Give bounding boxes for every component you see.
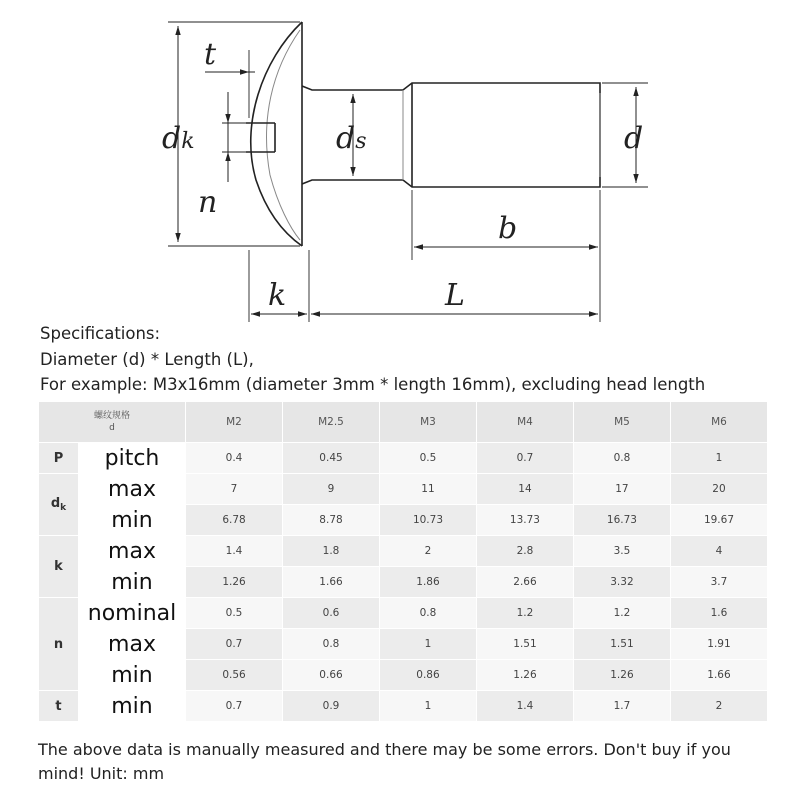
k-label: k <box>268 278 287 313</box>
table-row <box>39 443 768 474</box>
parameter-symbol <box>39 598 79 691</box>
row-label: min <box>79 567 186 598</box>
header-size: M4 <box>476 402 573 443</box>
table-cell: 1.66 <box>670 660 767 691</box>
table-cell: 1.26 <box>186 567 283 598</box>
table-row <box>39 567 768 598</box>
table-cell: 0.7 <box>186 691 283 722</box>
disclaimer-note: The above data is manually measured and there may be some errors. Don't buy if you mind! Unit: mm <box>38 740 731 783</box>
header-size: M5 <box>573 402 670 443</box>
header-size: M6 <box>670 402 767 443</box>
d-label: d <box>624 121 644 156</box>
table-cell: 1.4 <box>186 536 283 567</box>
t-label: t <box>204 37 217 72</box>
table-cell: 2 <box>379 536 476 567</box>
table-cell: 0.56 <box>186 660 283 691</box>
parameter-symbol <box>39 474 79 536</box>
table-cell: 0.8 <box>283 629 380 660</box>
table-header-row <box>39 402 768 443</box>
L-label: L <box>445 278 465 313</box>
table-row <box>39 536 768 567</box>
table-cell: 0.8 <box>379 598 476 629</box>
parameter-symbol-text: P <box>53 450 64 466</box>
table-cell: 0.86 <box>379 660 476 691</box>
parameter-symbol <box>39 691 79 722</box>
table-cell: 0.45 <box>283 443 380 474</box>
table-cell: 0.8 <box>573 443 670 474</box>
parameter-symbol <box>39 443 79 474</box>
table-cell: 1 <box>379 691 476 722</box>
parameter-symbol-subscript: k <box>60 503 67 513</box>
screw-dimension-drawing <box>0 0 800 325</box>
row-label: pitch <box>79 443 186 474</box>
table-row <box>39 660 768 691</box>
table-cell: 1 <box>379 629 476 660</box>
table-cell: 1.4 <box>476 691 573 722</box>
table-cell: 0.9 <box>283 691 380 722</box>
table-cell: 1.91 <box>670 629 767 660</box>
table-cell: 2.66 <box>476 567 573 598</box>
table-cell: 11 <box>379 474 476 505</box>
row-label: max <box>79 629 186 660</box>
header-thread-spec <box>39 402 186 443</box>
table-cell: 0.5 <box>379 443 476 474</box>
table-cell: 1.51 <box>573 629 670 660</box>
row-label: min <box>79 660 186 691</box>
specifications-line-1: Diameter (d) * Length (L), <box>40 350 254 369</box>
header-size: M3 <box>379 402 476 443</box>
table-cell: 10.73 <box>379 505 476 536</box>
table-row <box>39 598 768 629</box>
header-thread-spec-d: d <box>109 423 115 433</box>
table-cell: 1.86 <box>379 567 476 598</box>
table-cell: 1 <box>670 443 767 474</box>
table-row <box>39 505 768 536</box>
table-cell: 1.2 <box>476 598 573 629</box>
specifications-title: Specifications: <box>40 324 161 343</box>
header-thread-spec-cn: 螺纹规格 <box>94 411 131 421</box>
table-cell: 13.73 <box>476 505 573 536</box>
dimension-table <box>38 401 768 722</box>
table-cell: 1.26 <box>476 660 573 691</box>
table-cell: 20 <box>670 474 767 505</box>
table-cell: 3.32 <box>573 567 670 598</box>
table-cell: 1.6 <box>670 598 767 629</box>
table-cell: 1.7 <box>573 691 670 722</box>
parameter-symbol-text: n <box>53 636 64 652</box>
table-cell: 19.67 <box>670 505 767 536</box>
table-cell: 0.7 <box>186 629 283 660</box>
row-label: min <box>79 505 186 536</box>
table-cell: 0.4 <box>186 443 283 474</box>
parameter-symbol-text: k <box>54 559 63 574</box>
table-cell: 0.5 <box>186 598 283 629</box>
parameter-symbol-text: t <box>55 698 62 714</box>
screw-head-outline <box>251 22 302 246</box>
table-row <box>39 629 768 660</box>
header-size: M2.5 <box>283 402 380 443</box>
table-cell: 0.6 <box>283 598 380 629</box>
table-cell: 2 <box>670 691 767 722</box>
row-label: max <box>79 474 186 505</box>
row-label: min <box>79 691 186 722</box>
n-label: n <box>198 185 218 220</box>
table-cell: 14 <box>476 474 573 505</box>
table-cell: 7 <box>186 474 283 505</box>
table-cell: 0.66 <box>283 660 380 691</box>
table-cell: 1.8 <box>283 536 380 567</box>
row-label: nominal <box>79 598 186 629</box>
table-cell: 16.73 <box>573 505 670 536</box>
table-cell: 1.26 <box>573 660 670 691</box>
dk-label: dk <box>162 121 195 156</box>
table-cell: 2.8 <box>476 536 573 567</box>
table-cell: 1.51 <box>476 629 573 660</box>
ds-label: ds <box>336 121 367 156</box>
parameter-symbol-text: d <box>50 496 61 511</box>
table-row <box>39 691 768 722</box>
table-cell: 3.7 <box>670 567 767 598</box>
table-cell: 3.5 <box>573 536 670 567</box>
table-cell: 1.66 <box>283 567 380 598</box>
header-size: M2 <box>186 402 283 443</box>
table-cell: 9 <box>283 474 380 505</box>
table-cell: 8.78 <box>283 505 380 536</box>
table-cell: 4 <box>670 536 767 567</box>
table-row <box>39 474 768 505</box>
table-cell: 0.7 <box>476 443 573 474</box>
specifications-line-2: For example: M3x16mm (diameter 3mm * length 16mm), excluding head length <box>40 375 706 394</box>
row-label: max <box>79 536 186 567</box>
table-cell: 6.78 <box>186 505 283 536</box>
parameter-symbol <box>39 536 79 598</box>
table-cell: 1.2 <box>573 598 670 629</box>
table-cell: 17 <box>573 474 670 505</box>
b-label: b <box>498 211 518 246</box>
